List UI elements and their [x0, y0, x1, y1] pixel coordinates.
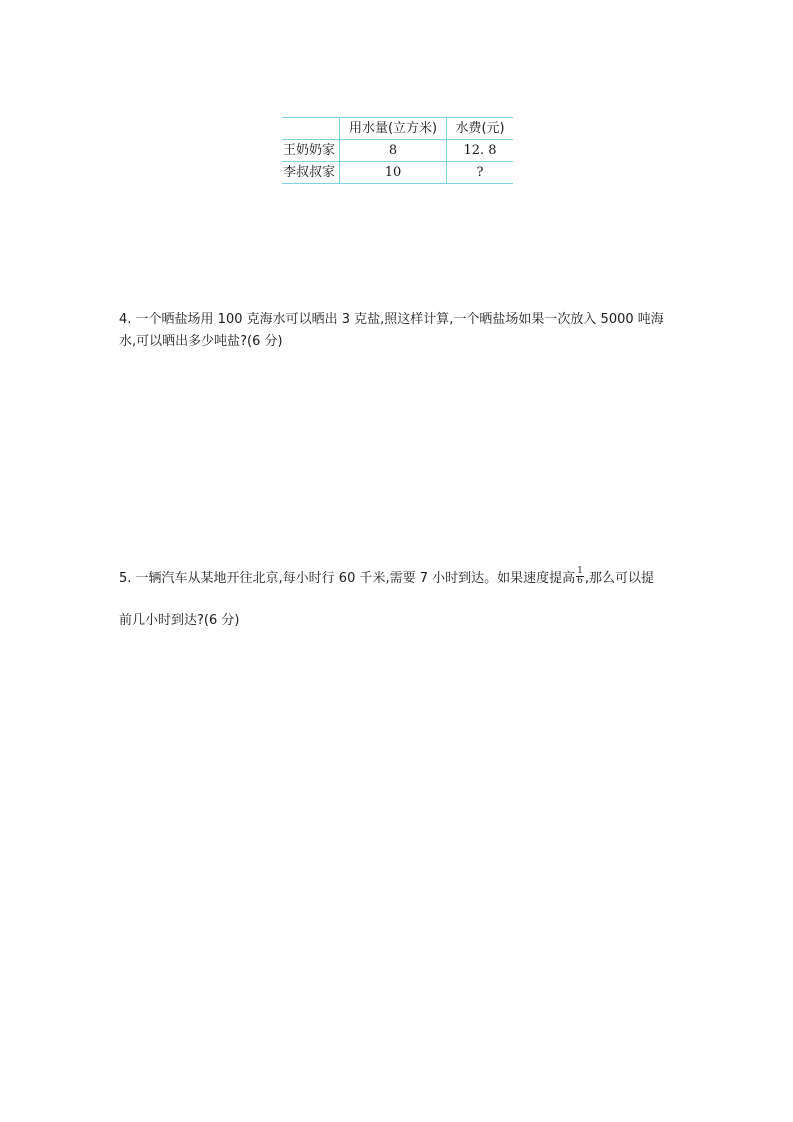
table-cell-usage: 10 [340, 162, 447, 184]
table-row [282, 162, 513, 184]
fraction-numerator: 1 [577, 566, 583, 576]
table-cell-name: 王奶奶家 [282, 140, 340, 162]
table-header-usage: 用水量(立方米) [340, 118, 447, 140]
water-fee-table [282, 117, 513, 184]
fraction-denominator: 6 [577, 576, 583, 586]
table-cell-name: 李叔叔家 [282, 162, 340, 184]
question-5-line-2: 前几小时到达?(6 分) [119, 613, 240, 628]
question-4: 4. 一个晒盐场用 100 克海水可以晒出 3 克盐,照这样计算,一个晒盐场如果一次放入 5000 吨海水,可以晒出多少吨盐?(6 分) [119, 312, 664, 349]
table-cell-usage: 8 [340, 140, 447, 162]
table-cell-fee: ? [447, 162, 514, 184]
table-cell-fee: 12. 8 [447, 140, 514, 162]
question-5-line-1 [119, 568, 679, 590]
fraction-one-sixth [576, 567, 584, 586]
question-5-text-after: ,那么可以提 [584, 571, 655, 586]
table-row [282, 140, 513, 162]
table-header-row [282, 118, 513, 140]
table-header-empty [282, 118, 340, 140]
question-5-text-before: 5. 一辆汽车从某地开往北京,每小时行 60 千米,需要 7 小时到达。如果速度提高 [119, 571, 576, 586]
table-header-fee: 水费(元) [447, 118, 514, 140]
